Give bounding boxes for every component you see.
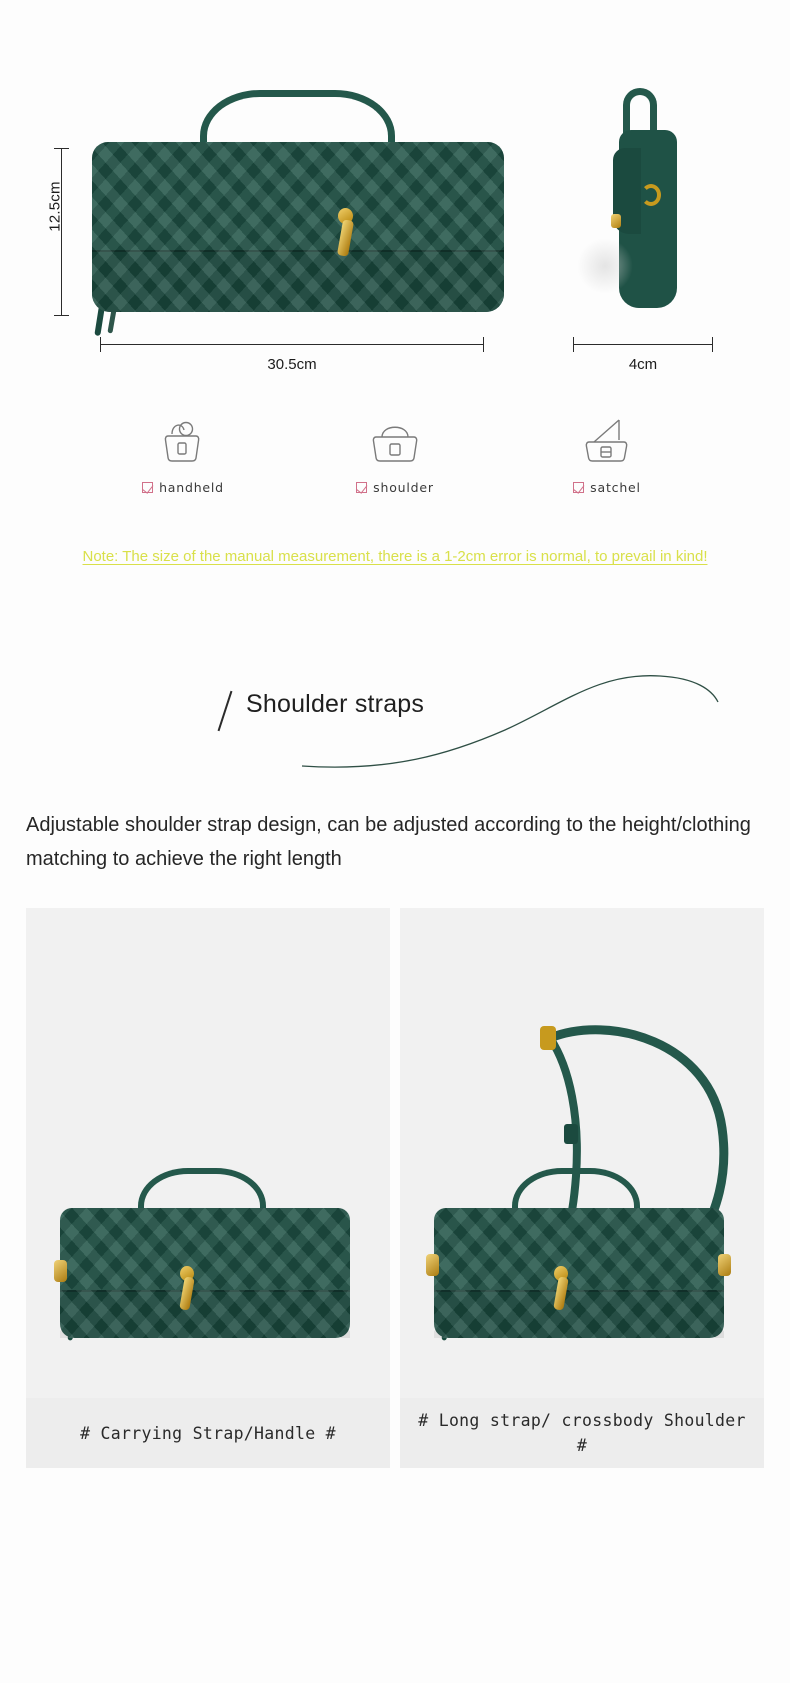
d-ring-hardware <box>641 184 661 206</box>
height-measurement <box>34 148 74 316</box>
carry-option-label: shoulder <box>373 480 434 495</box>
measurement-note: Note: The size of the manual measurement, there is a 1-2cm error is normal, to prevail in kind! <box>82 548 708 565</box>
panel-caption: # Carrying Strap/Handle # <box>26 1398 390 1468</box>
carry-option-label: satchel <box>590 480 641 495</box>
carry-option-caption <box>573 480 641 495</box>
height-label: 12.5cm <box>46 181 64 232</box>
panel-carrying-strap <box>26 908 390 1468</box>
gold-tassel-charm <box>552 1266 570 1312</box>
carry-options-row <box>0 400 790 530</box>
curve-decoration <box>300 668 720 778</box>
strap-clip-hardware <box>54 1260 67 1282</box>
tassel-stem <box>337 219 354 256</box>
section-description: Adjustable shoulder strap design, can be adjusted according to the height/clothing matching to achieve the right length <box>26 814 751 870</box>
woven-texture <box>434 1290 724 1338</box>
tassel-stem <box>553 1276 569 1310</box>
woven-texture <box>92 250 504 312</box>
bottom-spacer <box>0 1468 790 1578</box>
panel-image-right <box>400 908 764 1398</box>
heading-slash-decoration <box>218 691 233 732</box>
bag-side-illustration <box>585 88 703 320</box>
carry-option-label: handheld <box>159 480 224 495</box>
shoulder-icon <box>362 412 428 470</box>
measurement-line <box>573 344 713 345</box>
bag-flap <box>92 250 504 312</box>
panel-caption: # Long strap/ crossbody Shoulder # <box>400 1398 764 1468</box>
width-measurement <box>100 336 484 382</box>
tassel-stem <box>179 1276 195 1310</box>
bag-with-crossbody-illustration <box>434 1208 724 1358</box>
strap-clip-hardware-left <box>426 1254 439 1276</box>
strap-clip-hardware-right <box>718 1254 731 1276</box>
strap-photo-panels <box>0 908 790 1468</box>
section-title: Shoulder straps <box>246 690 425 718</box>
measurement-cap <box>712 337 713 352</box>
drop-shadow <box>577 238 633 294</box>
bag-with-handle-illustration <box>60 1208 350 1358</box>
handheld-icon <box>150 412 216 470</box>
bag-flap <box>434 1290 724 1338</box>
width-label: 30.5cm <box>267 356 317 373</box>
gold-tassel-charm <box>178 1266 196 1312</box>
shoulder-straps-heading <box>0 648 790 798</box>
carry-option-shoulder <box>335 412 455 530</box>
measurement-line <box>100 344 484 345</box>
carry-option-satchel <box>547 412 667 530</box>
checkbox-checked-icon <box>573 482 584 493</box>
woven-texture <box>60 1290 350 1338</box>
panel-crossbody-strap <box>400 908 764 1468</box>
measurement-cap <box>54 315 69 316</box>
checkbox-checked-icon <box>356 482 367 493</box>
bag-front-illustration <box>80 90 505 320</box>
measurement-cap <box>483 337 484 352</box>
strap-stud-hardware <box>611 214 621 228</box>
panel-image-left <box>26 908 390 1398</box>
depth-measurement <box>573 336 713 382</box>
dimension-diagram <box>0 0 790 400</box>
carry-option-caption <box>356 480 434 495</box>
bag-top-handle-side <box>623 88 657 136</box>
bag-top-handle <box>138 1168 266 1210</box>
depth-label: 4cm <box>628 356 658 373</box>
carry-option-caption <box>142 480 224 495</box>
bag-flap <box>60 1290 350 1338</box>
gold-tassel-charm <box>335 208 355 258</box>
carry-option-handheld <box>123 412 243 530</box>
satchel-icon <box>574 412 640 470</box>
checkbox-checked-icon <box>142 482 153 493</box>
